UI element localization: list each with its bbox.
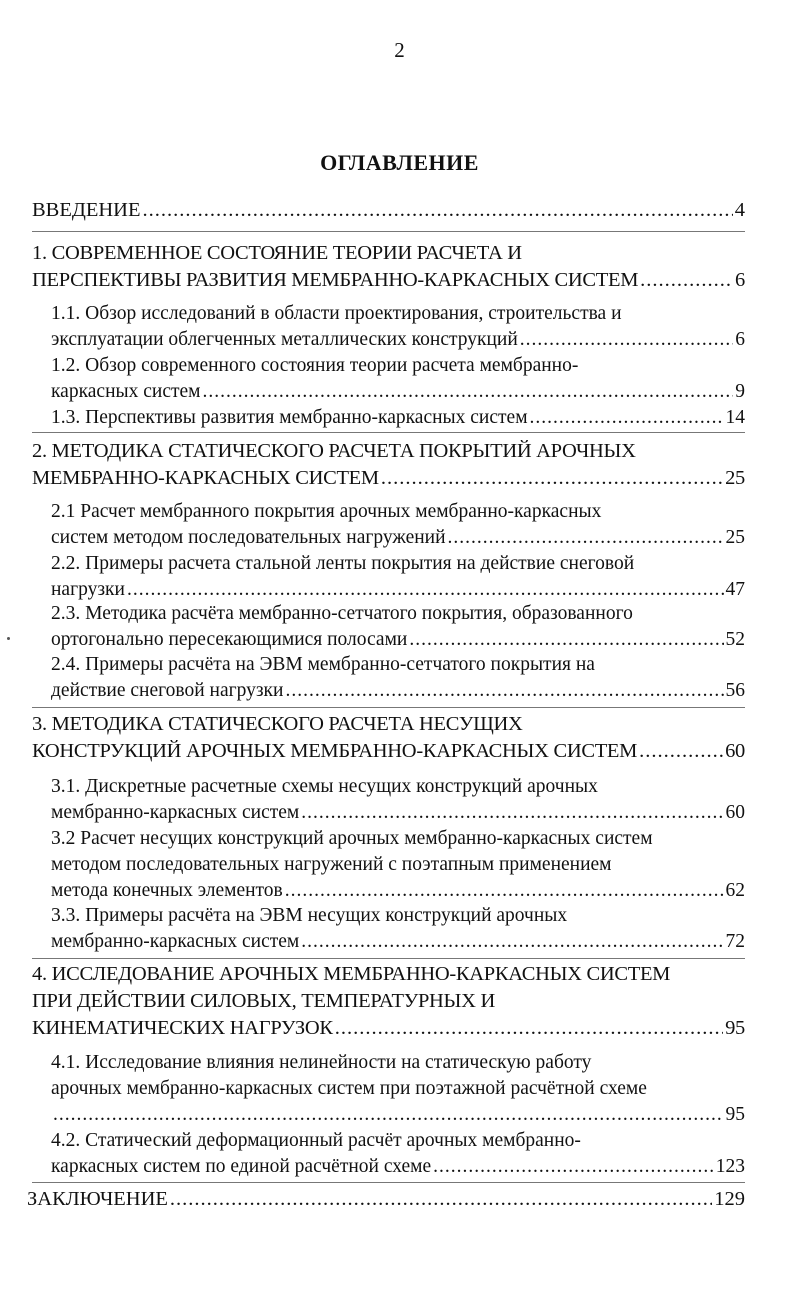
toc-entry-section-3-2[interactable]	[51, 826, 745, 905]
leader-dots	[285, 878, 724, 904]
toc-page-number: 72	[725, 931, 745, 953]
toc-entry-section-1-2[interactable]	[51, 353, 745, 405]
toc-entry-chapter-2[interactable]	[32, 438, 745, 492]
leader-dots	[53, 1102, 724, 1128]
toc-entry-chapter-4[interactable]	[32, 961, 745, 1042]
toc-page-number: 95	[725, 1104, 745, 1126]
leader-dots	[285, 678, 723, 704]
toc-entry-title: мембранно-каркасных систем	[51, 802, 300, 824]
leader-dots	[433, 1154, 714, 1180]
toc-entry-line: 3.2 Расчет несущих конструкций арочных мембранно-каркасных систем	[51, 828, 653, 849]
toc-page-number: 25	[725, 467, 745, 489]
toc-page-number: 62	[725, 880, 745, 902]
toc-entry-title: каркасных систем	[51, 381, 201, 403]
toc-entry-section-1-1[interactable]	[51, 301, 745, 353]
leader-dots	[335, 1015, 723, 1042]
toc-entry-title: ВВЕДЕНИЕ	[32, 199, 141, 221]
toc-page-number: 6	[735, 329, 745, 351]
leader-dots	[448, 525, 724, 551]
toc-entry-title: действие снеговой нагрузки	[51, 680, 284, 702]
toc-entry-title: нагрузки	[51, 579, 125, 601]
toc-entry-section-2-4[interactable]	[51, 652, 745, 704]
leader-dots	[143, 197, 733, 224]
toc-entry-line: 2.3. Методика расчёта мембранно-сетчатого покрытия, образованного	[51, 603, 633, 624]
toc-page-number: 52	[725, 629, 745, 651]
leader-dots	[301, 800, 723, 826]
toc-entry-line: методом последовательных нагружений с поэтапным применением	[51, 854, 612, 876]
leader-dots	[203, 379, 734, 405]
toc-page-number: 6	[735, 269, 745, 291]
toc-entry-title: ортогонально пересекающимися полосами	[51, 629, 408, 651]
divider	[32, 432, 745, 433]
leader-dots	[170, 1186, 712, 1213]
toc-entry-title: МЕМБРАННО-КАРКАСНЫХ СИСТЕМ	[32, 467, 379, 489]
leader-dots	[127, 577, 724, 603]
toc-entry-line: 3.3. Примеры расчёта на ЭВМ несущих конструкций арочных	[51, 905, 568, 926]
toc-entry-line: 4. ИССЛЕДОВАНИЕ АРОЧНЫХ МЕМБРАННО-КАРКАСНЫХ СИСТЕМ	[32, 963, 671, 985]
toc-entry-title: КОНСТРУКЦИЙ АРОЧНЫХ МЕМБРАННО-КАРКАСНЫХ СИСТЕМ	[32, 740, 638, 762]
toc-page-number: 60	[725, 740, 745, 762]
toc-title: ОГЛАВЛЕНИЕ	[320, 150, 479, 175]
toc-page-number: 47	[725, 579, 745, 601]
toc-entry-line: 2.2. Примеры расчета стальной ленты покрытия на действие снеговой	[51, 553, 635, 574]
divider	[32, 707, 745, 708]
toc-page-number: 25	[725, 527, 745, 549]
divider	[32, 958, 745, 959]
toc-page-number: 14	[725, 407, 745, 428]
toc-entry-section-3-3[interactable]	[51, 903, 745, 955]
leader-dots	[381, 465, 723, 492]
toc-entry-chapter-3[interactable]	[32, 711, 745, 765]
leader-dots	[640, 267, 733, 294]
toc-entry-conclusion[interactable]	[27, 1186, 745, 1213]
leader-dots	[530, 405, 724, 431]
toc-entry-section-4-1[interactable]	[51, 1050, 745, 1129]
toc-entry-line: 3. МЕТОДИКА СТАТИЧЕСКОГО РАСЧЕТА НЕСУЩИХ	[32, 713, 523, 735]
toc-entry-introduction[interactable]	[32, 197, 745, 224]
toc-entry-title: эксплуатации облегченных металлических конструкций	[51, 329, 518, 351]
toc-entry-line: 1.1. Обзор исследований в области проектирования, строительства и	[51, 303, 622, 324]
leader-dots	[639, 738, 723, 765]
toc-entry-title: КИНЕМАТИЧЕСКИХ НАГРУЗОК	[32, 1017, 333, 1039]
toc-entry-section-1-3[interactable]	[51, 405, 745, 431]
toc-page-number: 56	[725, 680, 745, 702]
toc-entry-title: ЗАКЛЮЧЕНИЕ	[27, 1188, 168, 1210]
toc-entry-line: 3.1. Дискретные расчетные схемы несущих конструкций арочных	[51, 776, 598, 797]
toc-entry-line: арочных мембранно-каркасных систем при поэтажной расчётной схеме	[51, 1078, 647, 1100]
toc-entry-section-2-2[interactable]	[51, 551, 745, 603]
toc-entry-section-4-2[interactable]	[51, 1128, 745, 1180]
toc-entry-line: ПРИ ДЕЙСТВИИ СИЛОВЫХ, ТЕМПЕРАТУРНЫХ И	[32, 990, 495, 1012]
toc-entry-line: 4.1. Исследование влияния нелинейности на статическую работу	[51, 1052, 592, 1073]
toc-entry-chapter-1[interactable]	[32, 240, 745, 294]
divider	[32, 231, 745, 232]
page-number: 2	[394, 38, 405, 62]
leader-dots	[301, 929, 723, 955]
toc-entry-title: метода конечных элементов	[51, 880, 283, 902]
toc-entry-title: ПЕРСПЕКТИВЫ РАЗВИТИЯ МЕМБРАННО-КАРКАСНЫХ СИСТЕМ	[32, 269, 639, 291]
toc-entry-line: 4.2. Статический деформационный расчёт арочных мембранно-	[51, 1130, 581, 1151]
divider	[32, 1182, 745, 1183]
scan-speck	[7, 637, 10, 640]
toc-entry-line: 2. МЕТОДИКА СТАТИЧЕСКОГО РАСЧЕТА ПОКРЫТИЙ АРОЧНЫХ	[32, 440, 636, 462]
toc-entry-line: 1. СОВРЕМЕННОЕ СОСТОЯНИЕ ТЕОРИИ РАСЧЕТА И	[32, 242, 522, 264]
toc-page-number: 123	[715, 1156, 745, 1178]
toc-entry-section-3-1[interactable]	[51, 774, 745, 826]
leader-dots	[409, 627, 723, 653]
toc-entry-title: мембранно-каркасных систем	[51, 931, 300, 953]
leader-dots	[520, 327, 733, 353]
toc-entry-line: 2.1 Расчет мембранного покрытия арочных мембранно-каркасных	[51, 501, 602, 522]
toc-page-number: 95	[725, 1017, 745, 1039]
toc-page-number: 9	[735, 381, 745, 403]
toc-page-number: 4	[734, 199, 745, 221]
toc-entry-line: 1.2. Обзор современного состояния теории расчета мембранно-	[51, 355, 579, 376]
toc-page-number: 129	[714, 1188, 745, 1210]
toc-entry-section-2-3[interactable]	[51, 601, 745, 653]
toc-page-number: 60	[725, 802, 745, 824]
toc-entry-title: каркасных систем по единой расчётной схеме	[51, 1156, 432, 1178]
toc-entry-section-2-1[interactable]	[51, 499, 745, 551]
toc-entry-title: систем методом последовательных нагружений	[51, 527, 446, 549]
toc-entry-line: 2.4. Примеры расчёта на ЭВМ мембранно-сетчатого покрытия на	[51, 654, 595, 675]
toc-entry-title: 1.3. Перспективы развития мембранно-каркасных систем	[51, 407, 528, 428]
